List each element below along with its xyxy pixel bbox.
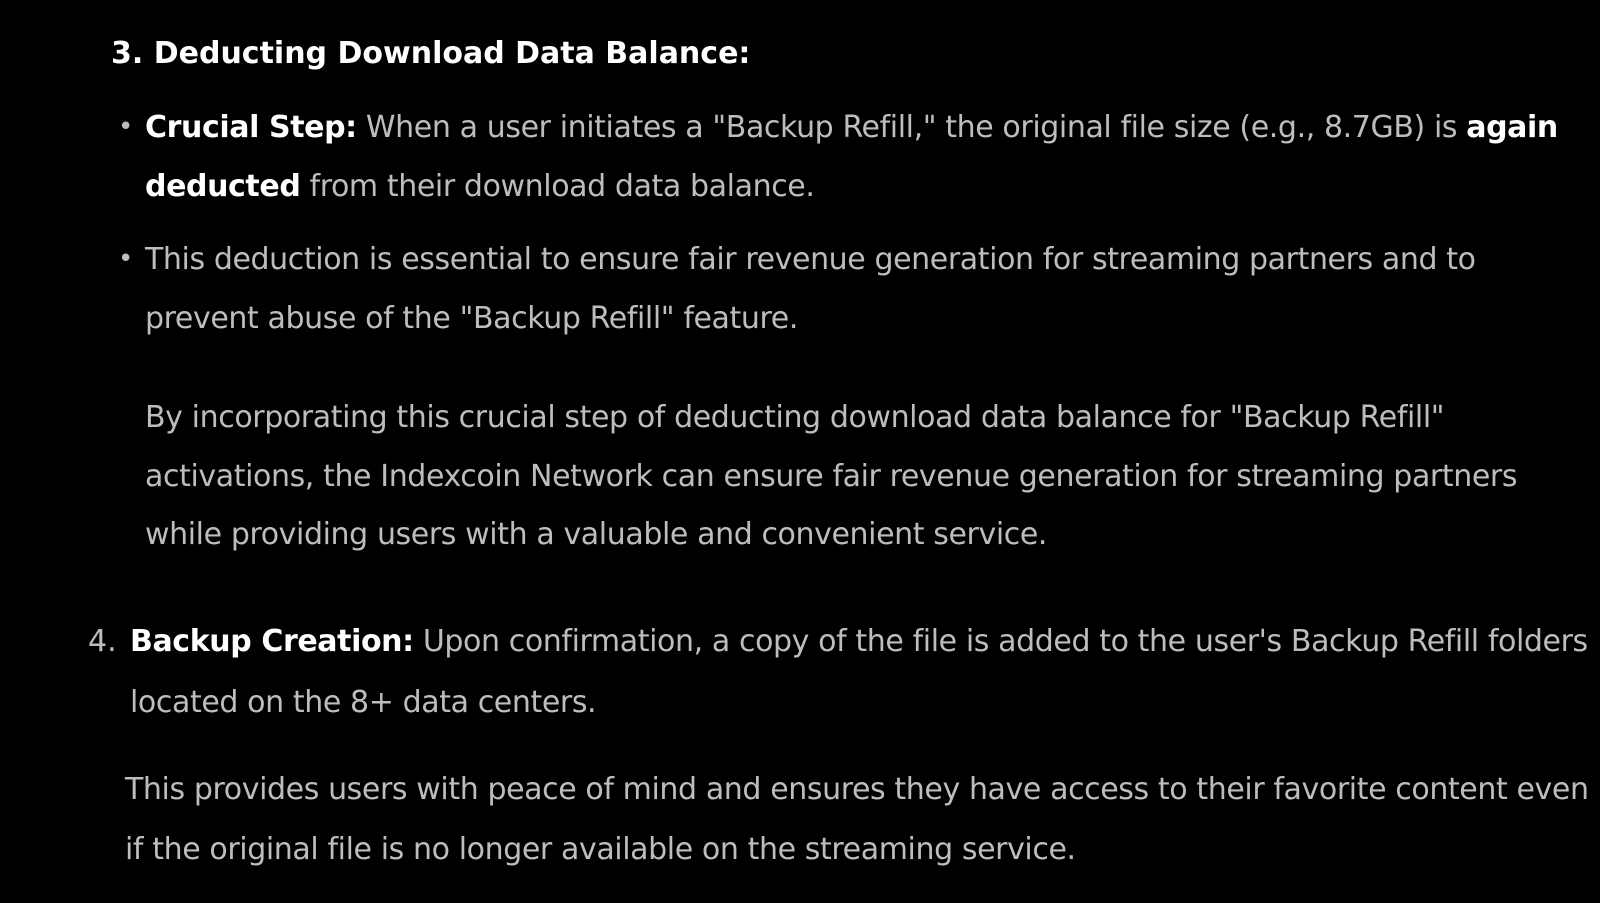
bullet-icon: • (118, 112, 134, 142)
list-number: 4. (88, 624, 117, 659)
bullet-body-end: from their download data balance. (300, 169, 815, 204)
numbered-item-lead: Backup Creation: (130, 624, 414, 659)
summary-paragraph: By incorporating this crucial step of deducting download data balance for "Backup Refill" activations, the Indexcoin Network can ensure fair revenue generation for streaming partners while providing users with a valuable and convenient service. (145, 400, 1518, 552)
numbered-item-text (130, 611, 1590, 733)
bullet-lead: Crucial Step: (145, 110, 357, 145)
closing-paragraph: This provides users with peace of mind and ensures they have access to their favorite content even if the original file is no longer available on the streaming service. (125, 772, 1589, 867)
bullet-text: This deduction is essential to ensure fair revenue generation for streaming partners and to prevent abuse of the "Backup Refill" feature. (145, 242, 1476, 336)
bullet-emphasis: again deducted (145, 110, 1558, 204)
section-heading: 3. Deducting Download Data Balance: (111, 36, 751, 71)
bullet-icon: • (118, 244, 134, 274)
numbered-item-body: Upon confirmation, a copy of the file is added to the user's Backup Refill folders located on the 8+ data centers. (130, 624, 1588, 720)
bullet-body: When a user initiates a "Backup Refill," the original file size (e.g., 8.7GB) is (356, 110, 1467, 145)
bullet-text (145, 98, 1590, 216)
